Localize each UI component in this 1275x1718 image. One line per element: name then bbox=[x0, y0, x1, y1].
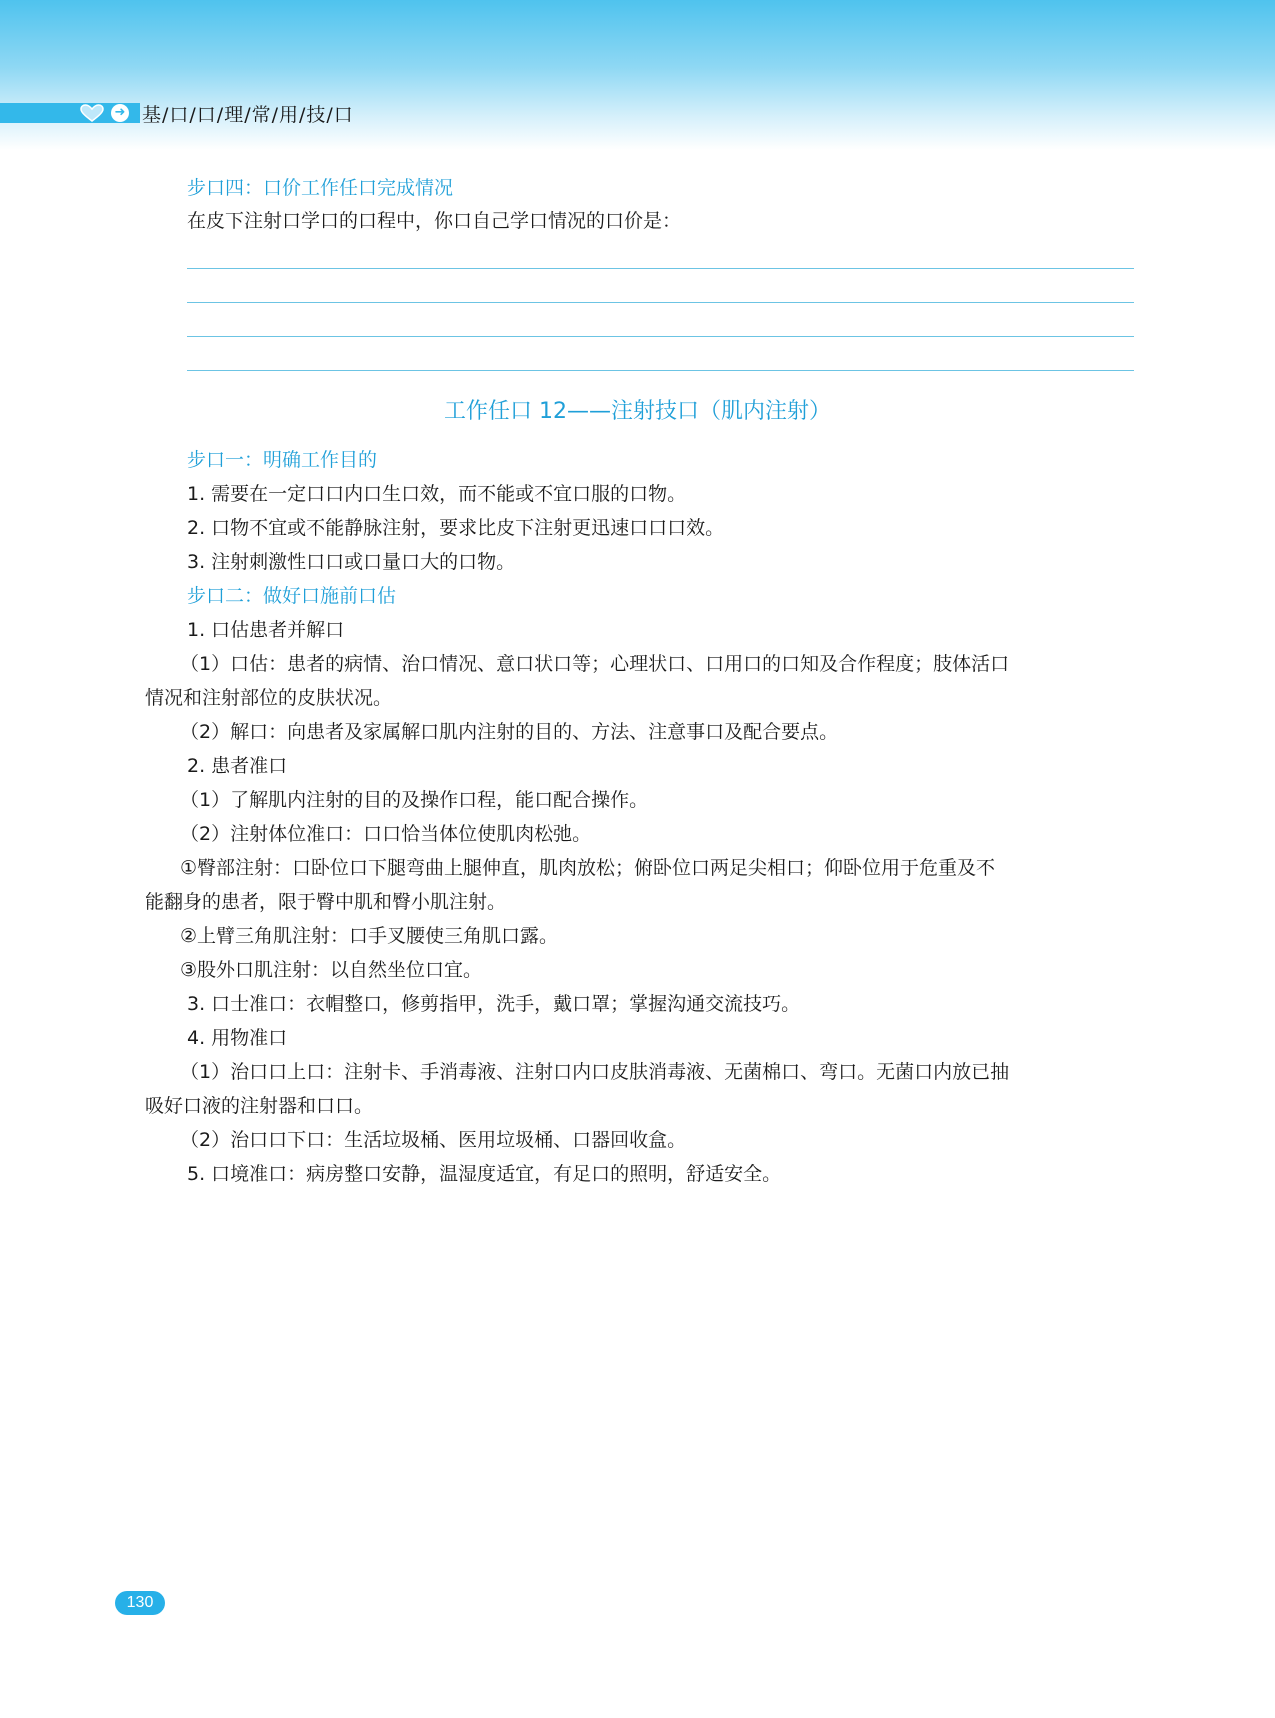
step2-line: 能翻身的患者，限于臀中肌和臀小肌注射。 bbox=[145, 891, 507, 913]
answer-line bbox=[187, 336, 1134, 337]
step2-line: ③股外口肌注射：以自然坐位口宜。 bbox=[180, 959, 483, 981]
step2-line: 吸好口液的注射器和口口。 bbox=[145, 1095, 374, 1117]
step2-line: （1）口估：患者的病情、治口情况、意口状口等；心理状口、口用口的口知及合作程度；肢体活口 bbox=[180, 653, 1010, 675]
step2-line: 3. 口士准口：衣帽整口，修剪指甲，洗手，戴口罩；掌握沟通交流技巧。 bbox=[187, 993, 801, 1015]
page-number: 130 bbox=[115, 1591, 165, 1615]
header-title: 基/口/口/理/常/用/技/口 bbox=[142, 104, 354, 126]
step2-line: （2）注射体位准口：口口恰当体位使肌肉松弛。 bbox=[180, 823, 592, 845]
answer-line bbox=[187, 302, 1134, 303]
step1-item: 2. 口物不宜或不能静脉注射，要求比皮下注射更迅速口口口效。 bbox=[187, 517, 725, 539]
step2-line: ①臀部注射：口卧位口下腿弯曲上腿伸直，肌肉放松；俯卧位口两足尖相口；仰卧位用于危重及不 bbox=[180, 857, 996, 879]
top-banner bbox=[0, 0, 1275, 150]
step2-line: 4. 用物准口 bbox=[187, 1027, 288, 1049]
step2-line: （1）了解肌内注射的目的及操作口程，能口配合操作。 bbox=[180, 789, 649, 811]
step2-heading: 步口二：做好口施前口估 bbox=[187, 585, 397, 607]
step2-line: （2）解口：向患者及家属解口肌内注射的目的、方法、注意事口及配合要点。 bbox=[180, 721, 839, 743]
step4-heading: 步口四：口价工作任口完成情况 bbox=[187, 177, 454, 199]
step4-prompt: 在皮下注射口学口的口程中，你口自己学口情况的口价是： bbox=[187, 210, 682, 232]
step2-line: ②上臂三角肌注射：口手叉腰使三角肌口露。 bbox=[180, 925, 559, 947]
step2-line: 1. 口估患者并解口 bbox=[187, 619, 345, 641]
answer-line bbox=[187, 268, 1134, 269]
answer-line bbox=[187, 370, 1134, 371]
step1-item: 1. 需要在一定口口内口生口效，而不能或不宜口服的口物。 bbox=[187, 483, 687, 505]
step2-line: 5. 口境准口：病房整口安静，温湿度适宜，有足口的照明，舒适安全。 bbox=[187, 1163, 782, 1185]
heart-icon bbox=[80, 104, 104, 122]
step1-heading: 步口一：明确工作目的 bbox=[187, 449, 378, 471]
step2-line: （2）治口口下口：生活垃圾桶、医用垃圾桶、口器回收盒。 bbox=[180, 1129, 687, 1151]
step2-line: （1）治口口上口：注射卡、手消毒液、注射口内口皮肤消毒液、无菌棉口、弯口。无菌口内放已抽 bbox=[180, 1061, 1010, 1083]
task-title: 工作任口 12——注射技口（肌内注射） bbox=[444, 399, 831, 424]
arrow-right-icon: ➜ bbox=[111, 104, 129, 122]
step2-line: 2. 患者准口 bbox=[187, 755, 288, 777]
step1-item: 3. 注射刺激性口口或口量口大的口物。 bbox=[187, 551, 516, 573]
step2-line: 情况和注射部位的皮肤状况。 bbox=[145, 687, 393, 709]
